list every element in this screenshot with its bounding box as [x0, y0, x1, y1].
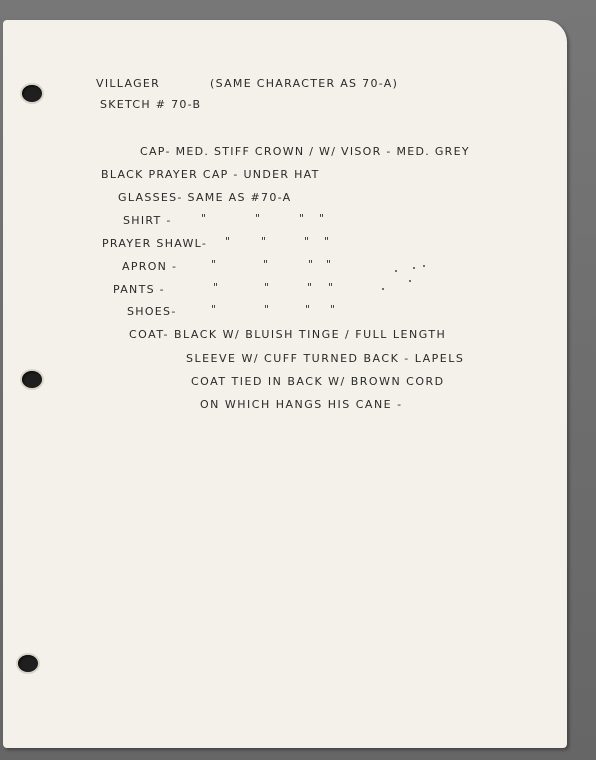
notebook-page [3, 20, 567, 748]
ditto-mark: " [225, 235, 231, 248]
ditto-mark: " [299, 212, 305, 225]
binder-hole-middle [22, 371, 42, 388]
prayer-shawl-label: PRAYER SHAWL- [102, 237, 208, 250]
ditto-mark: " [261, 235, 267, 248]
apron-label: APRON - [122, 260, 178, 273]
ditto-mark: " [211, 303, 217, 316]
coat-line: COAT- BLACK W/ BLUISH TINGE / FULL LENGTH [129, 328, 447, 341]
shoes-label: SHOES- [127, 305, 177, 318]
binder-hole-bottom [18, 655, 38, 672]
ditto-mark: " [263, 258, 269, 271]
cane-line: ON WHICH HANGS HIS CANE - [200, 398, 403, 411]
ditto-mark: " [264, 303, 270, 316]
ditto-mark: " [255, 212, 261, 225]
ditto-mark: " [305, 303, 311, 316]
ink-speck [382, 288, 384, 290]
ink-speck [395, 270, 397, 272]
character-reference: (SAME CHARACTER AS 70-A) [210, 77, 399, 90]
ditto-mark: " [308, 258, 314, 271]
ditto-mark: " [304, 235, 310, 248]
ditto-mark: " [319, 212, 325, 225]
shirt-label: SHIRT - [123, 214, 172, 227]
ditto-mark: " [328, 281, 334, 294]
ink-speck [413, 267, 415, 269]
sketch-number: SKETCH # 70-B [100, 98, 202, 111]
pants-label: PANTS - [113, 283, 165, 296]
ditto-mark: " [264, 281, 270, 294]
glasses-line: GLASSES- SAME AS #70-A [118, 191, 292, 204]
character-name: VILLAGER [96, 77, 161, 90]
ditto-mark: " [330, 303, 336, 316]
ditto-mark: " [211, 258, 217, 271]
ink-speck [423, 265, 425, 267]
cap-line: CAP- MED. STIFF CROWN / W/ VISOR - MED. GREY [140, 145, 470, 158]
ditto-mark: " [307, 281, 313, 294]
coat-tie-line: COAT TIED IN BACK W/ BROWN CORD [191, 375, 445, 388]
binder-hole-top [22, 85, 42, 102]
ditto-mark: " [324, 235, 330, 248]
sleeve-line: SLEEVE W/ CUFF TURNED BACK - LAPELS [186, 352, 465, 365]
prayer-cap-line: BLACK PRAYER CAP - UNDER HAT [101, 168, 320, 181]
ink-speck [409, 280, 411, 282]
ditto-mark: " [326, 258, 332, 271]
ditto-mark: " [201, 212, 207, 225]
ditto-mark: " [213, 281, 219, 294]
